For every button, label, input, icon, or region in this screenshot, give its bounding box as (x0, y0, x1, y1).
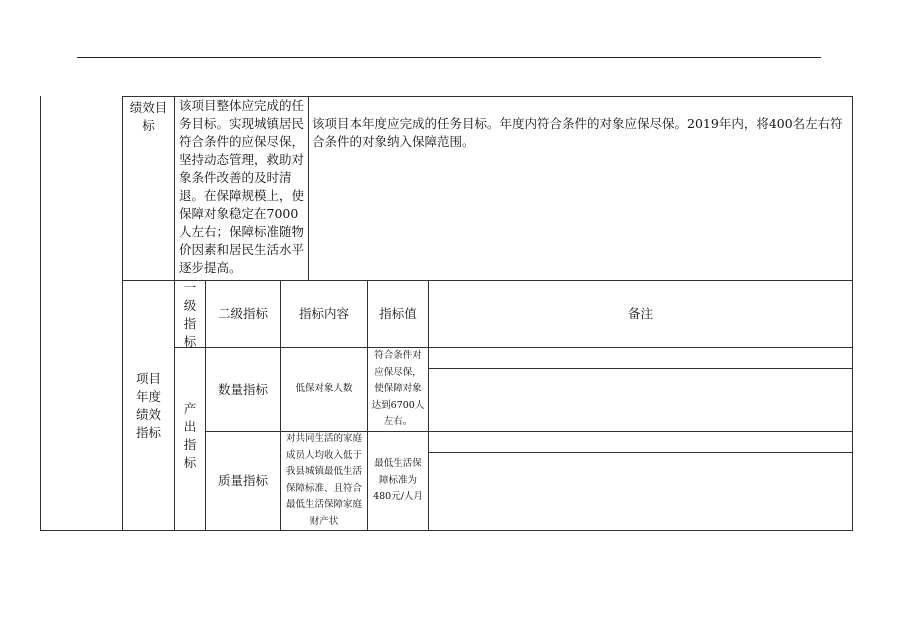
quality-level2 (206, 432, 280, 530)
level1-output-cell (175, 400, 205, 472)
table-border-right (852, 96, 853, 531)
header-content-text: 指标内容 (298, 306, 349, 321)
quality-content: 对共同生活的家庭成员人均收入低于我县城镇最低生活保障标准、且符合最低生活保障家庭财产状 (285, 433, 362, 527)
level1-output-text: 产出指标 (183, 401, 197, 470)
goal-label-text: 绩效目标 (129, 100, 168, 133)
annual-indicator-label-text: 项目年度绩效指标 (135, 371, 161, 440)
annual-indicator-label (123, 370, 174, 442)
quantity-content (281, 348, 367, 431)
header-content (281, 281, 367, 347)
note-subline-2 (428, 452, 853, 453)
header-note-text: 备注 (627, 306, 653, 321)
table-bottom-line (40, 530, 853, 531)
quality-value (370, 432, 426, 530)
header-note (429, 281, 852, 347)
note-subline-1 (428, 368, 853, 369)
annual-goal-text: 该项目本年度应完成的任务目标。年度内符合条件的对象应保尽保。2019年内，将400名左右符合条件的对象纳入保障范围。 (312, 116, 843, 149)
quantity-value: 符合条件对应保尽保，使保障对象达到6700人左右。 (371, 350, 425, 427)
row1-divider-b (308, 96, 309, 280)
goal-label (123, 97, 174, 137)
table-border-left (40, 96, 41, 531)
header-rule (77, 57, 821, 58)
header-level1-text: 一级指标 (183, 279, 197, 349)
header-value-text: 指标值 (379, 306, 417, 321)
row1-divider-a (174, 96, 175, 280)
quantity-content-text: 低保对象人数 (295, 383, 353, 395)
quantity-level2 (206, 348, 280, 431)
overall-goal-text: 该项目整体应完成的任务目标。实现城镇居民符合条件的应保尽保，坚持动态管理，救助对象条件改善的及时清退。在保障规模上，使保障对象稳定在7000人左右；保障标准随物价因素和居民生活水平逐步提高。 (179, 98, 305, 275)
header-level2-text: 二级指标 (217, 306, 268, 321)
header-value (368, 281, 428, 347)
quality-level2-text: 质量指标 (217, 473, 268, 488)
table-border-mid (122, 96, 123, 531)
header-level1 (175, 279, 205, 349)
header-level2 (206, 281, 280, 347)
quality-value-text: 最低生活保障标准为480元/人月 (373, 458, 423, 503)
quantity-level2-text: 数量指标 (217, 381, 268, 397)
